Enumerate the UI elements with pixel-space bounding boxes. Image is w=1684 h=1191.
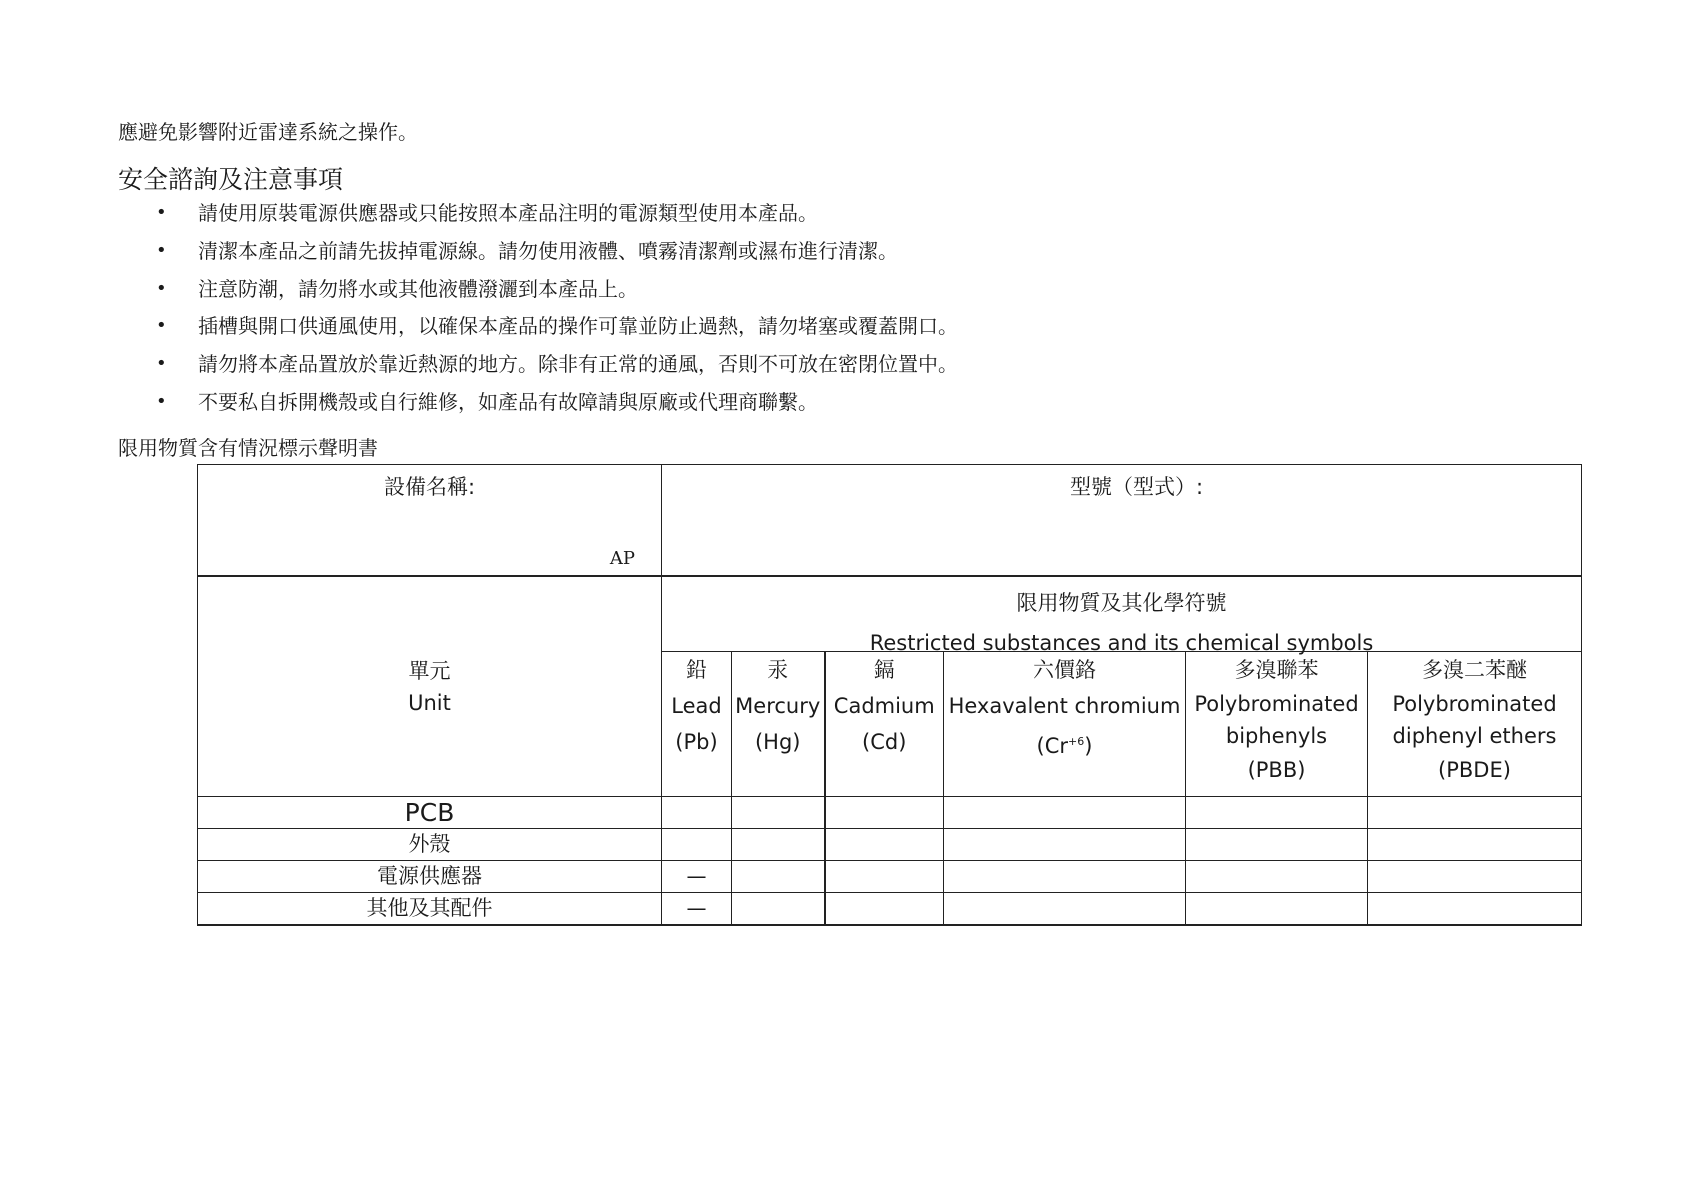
device-name-cell — [198, 465, 662, 577]
table-cell — [662, 829, 732, 861]
safety-list — [118, 199, 1518, 426]
table-cell — [1186, 861, 1368, 893]
substance-lead: 鉛 Lead (Pb) — [662, 652, 732, 797]
restricted-substances-cell — [662, 576, 1582, 655]
table-cell — [944, 797, 1186, 829]
list-item: • 請勿將本產品置放於靠近熱源的地方。除非有正常的通風，否則不可放在密閉位置中。 — [156, 352, 958, 377]
device-name-value: AP — [609, 548, 635, 569]
unit-label-zh: 單元 — [408, 658, 451, 683]
table-cell: — — [662, 861, 732, 893]
table-row — [198, 893, 1582, 926]
substance-pbb: 多溴聯苯 Polybrominated biphenyls (PBB) — [1186, 652, 1368, 797]
table-row — [198, 797, 1582, 829]
table-cell — [825, 861, 944, 893]
table-cell: — — [662, 893, 732, 926]
unit-label-en: Unit — [408, 690, 451, 715]
table-cell — [825, 893, 944, 926]
unit-accessories: 其他及其配件 — [198, 893, 662, 926]
substance-hexavalent-chromium: 六價鉻 Hexavalent chromium $(Cr^{+6})$ — [944, 652, 1186, 797]
unit-power-supply: 電源供應器 — [198, 861, 662, 893]
table-cell — [1368, 893, 1582, 926]
restricted-label-en: Restricted substances and its chemical symbols — [869, 631, 1374, 655]
table-cell — [1186, 893, 1368, 926]
table-cell — [1186, 829, 1368, 861]
list-item: • 清潔本產品之前請先拔掉電源線。請勿使用液體、噴霧清潔劑或濕布進行清潔。 — [156, 238, 898, 263]
restricted-label-zh: 限用物質及其化學符號 — [1016, 591, 1227, 615]
table-cell — [944, 861, 1186, 893]
substance-mercury: 汞 Mercury (Hg) — [732, 652, 825, 797]
substance-cadmium: 鎘 Cadmium (Cd) — [825, 652, 944, 797]
unit-header-cell — [198, 576, 662, 797]
device-name-label: 設備名稱: — [383, 475, 476, 499]
bullet-icon: • — [156, 277, 167, 299]
table-cell — [732, 893, 825, 926]
table-cell — [825, 829, 944, 861]
restricted-header-row — [198, 576, 1582, 652]
intro-text: 應避免影響附近雷達系統之操作。 — [118, 120, 418, 144]
model-cell — [662, 465, 1582, 577]
table-cell — [1368, 829, 1582, 861]
table-cell — [732, 797, 825, 829]
table-row — [198, 829, 1582, 861]
list-item: • 插槽與開口供通風使用，以確保本產品的操作可靠並防止過熱，請勿堵塞或覆蓋開口。 — [156, 314, 958, 339]
bullet-icon: • — [156, 353, 167, 375]
table-cell — [1368, 861, 1582, 893]
table-row — [198, 861, 1582, 893]
rohs-table-title: 限用物質含有情況標示聲明書 — [118, 436, 378, 460]
table-cell — [825, 797, 944, 829]
table-cell — [732, 861, 825, 893]
bullet-icon: • — [156, 239, 167, 261]
bullet-icon: • — [156, 202, 167, 223]
device-header-row — [198, 465, 1582, 577]
table-cell — [732, 829, 825, 861]
rohs-table — [197, 464, 1582, 926]
substance-pbde: 多溴二苯醚 Polybrominated diphenyl ethers (PBDE) — [1368, 652, 1582, 797]
unit-pcb: PCB — [198, 797, 662, 829]
table-cell — [944, 893, 1186, 926]
list-item: • 請使用原裝電源供應器或只能按照本產品注明的電源類型使用本產品。 — [156, 201, 818, 225]
table-cell — [944, 829, 1186, 861]
table-cell — [1368, 797, 1582, 829]
safety-section-title: 安全諮詢及注意事項 — [118, 165, 344, 194]
model-label: 型號（型式）: — [1069, 475, 1204, 499]
list-item: • 注意防潮，請勿將水或其他液體潑灑到本產品上。 — [156, 276, 638, 301]
bullet-icon: • — [156, 390, 167, 412]
unit-housing: 外殼 — [198, 829, 662, 861]
table-cell — [1186, 797, 1368, 829]
bullet-icon: • — [156, 315, 167, 337]
table-cell — [662, 797, 732, 829]
list-item: • 不要私自拆開機殼或自行維修，如產品有故障請與原廠或代理商聯繫。 — [156, 389, 818, 414]
